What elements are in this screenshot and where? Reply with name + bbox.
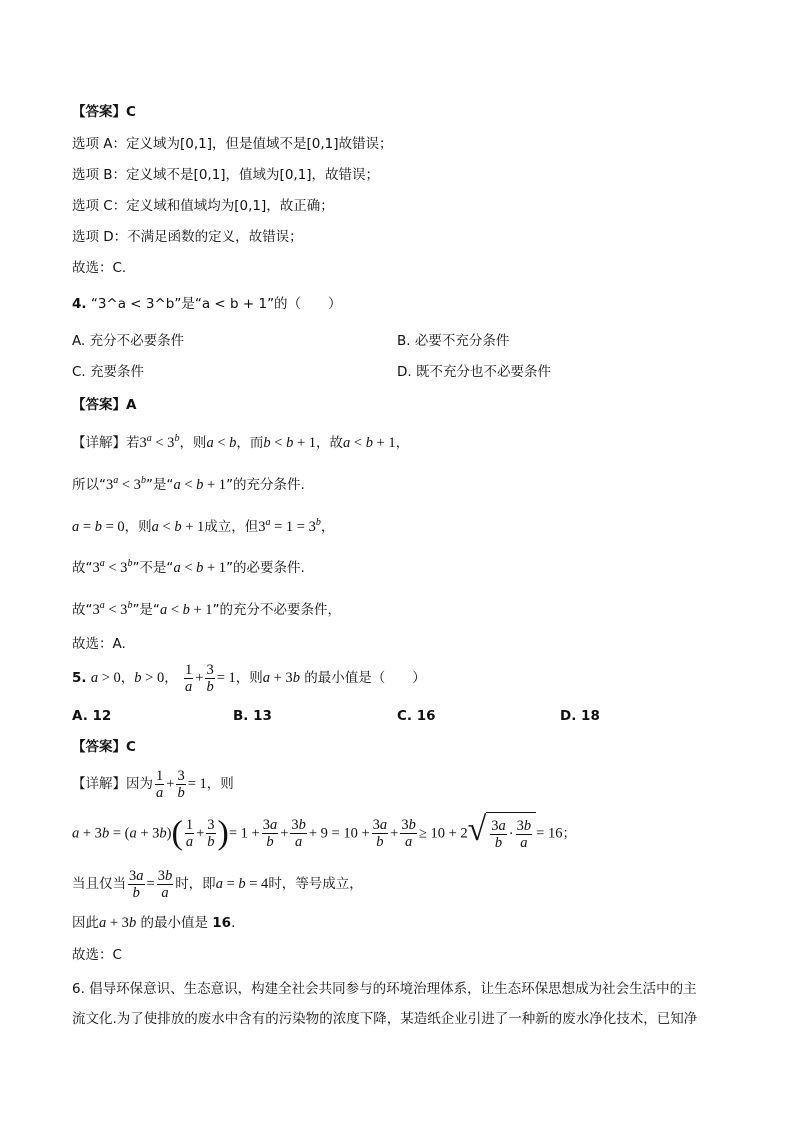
q4-option-a-text: 充分不必要条件 [89,333,185,349]
q5-option-c-label: C. [397,708,413,724]
q4-option-b-label: B. [397,333,411,349]
q4-stem-text: “3^a < 3^b”是“a < b + 1”的（ ） [90,296,342,312]
q4-detail-line1: 【详解】若$3^a < 3^b$，则a < b，而b < b + 1，故a < b + 1， [72,433,410,451]
q4-option-d [397,363,551,381]
q6-line1: 6. 倡导环保意识、生态意识，构建全社会共同参与的环境治理体系，让生态环保思想成为社会生活中的主 [72,981,697,997]
q5-option-b-text: 13 [253,708,272,724]
q5-number: 5. [72,670,87,686]
q3-detail-c: 选项 C：定义域和值域均为[0,1]，故正确； [72,198,334,214]
q5-detail-line4: 因此a + 3b 的最小值是 16. [72,915,236,931]
q4-detail-line4: 故“$3^a < 3^b$”不是“a < b + 1”的必要条件. [72,558,305,576]
q4-option-d-label: D. [397,364,412,380]
q6-line2: 流文化.为了使排放的废水中含有的污染物的浓度下降，某造纸企业引进了一种新的废水净化技术，已知净 [72,1011,698,1027]
q3-detail-d: 选项 D：不满足函数的定义，故错误； [72,229,303,245]
q4-option-b-text: 必要不充分条件 [414,333,510,349]
q5-option-b-label: B. [233,708,249,724]
q5-detail-line1: 【详解】因为 $\frac{1}{a}$ + $\frac{3}{b}$ = 1，则 [72,767,234,801]
q5-option-d-text: 18 [581,708,600,724]
q5-option-a-label: A. [72,708,88,724]
q5-option-a [72,707,111,725]
q5-min-value: 16 [212,915,232,931]
q4-detail-line2: 所以“$3^a < 3^b$”是“a < b + 1”的充分条件. [72,475,305,493]
q5-detail-line3: 当且仅当 $\frac{3a}{b}$ = $\frac{3b}{a}$ 时，即a = b = 4时，等号成立， [72,867,363,901]
q5-option-d-label: D. [560,708,577,724]
q5-choose: 故选：C [72,947,122,963]
q3-choose: 故选：C. [72,260,127,276]
q5-option-c [397,707,436,725]
q4-stem [72,295,342,313]
q5-option-d [560,707,600,725]
q4-number: 4. [72,296,87,312]
q5-option-a-text: 12 [92,708,112,724]
q4-option-c [72,363,144,381]
q4-answer: 【答案】A [72,397,137,413]
q3-detail-b: 选项 B：定义域不是[0,1]，值域为[0,1]，故错误； [72,167,380,183]
q5-answer: 【答案】C [72,739,136,755]
q4-option-a-label: A. [72,333,86,349]
q5-stem: 5. a > 0，b > 0， $\frac{1}{a}$ + $\frac{3}{b}$ = 1，则a + 3b 的最小值是（ ） [72,661,426,695]
q4-option-d-text: 既不充分也不必要条件 [415,364,551,380]
q3-detail-a: 选项 A：定义域为[0,1]，但是值域不是[0,1]故错误； [72,136,393,152]
q4-option-a [72,332,184,350]
q5-detail-line2: a + 3b = (a + 3b)( $\frac{1}{a}$ + $\frac{3}{b}$ )= 1 + $\frac{3a}{b}$ + $\frac{3b}{a}$ + 9 = 10 + $\frac{3a}{b}$ + $\frac{3b}{a}$ ≥ 10 + 2 √ $\frac{3a}{b}$ · $\frac{3b}{a}$ = 16； [72,812,576,855]
q4-detail-line5: 故“$3^a < 3^b$”是“a < b + 1”的充分不必要条件， [72,600,342,618]
q3-answer: 【答案】C [72,104,136,120]
q5-option-c-text: 16 [416,708,436,724]
q4-detail-line3: a = b = 0，则a < b + 1成立，但$3^a = 1 = 3^b$， [72,517,335,535]
q4-option-b [397,332,509,350]
q4-choose: 故选：A. [72,636,126,652]
q4-option-c-label: C. [72,364,86,380]
q5-option-b [233,707,272,725]
q4-option-c-text: 充要条件 [90,364,145,380]
